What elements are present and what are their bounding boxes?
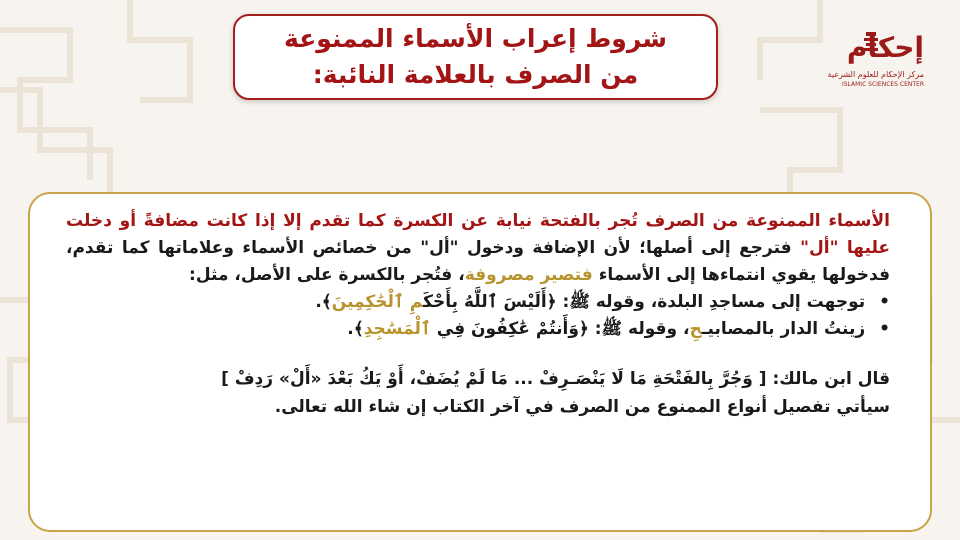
title-line-1: شروط إعراب الأسماء الممنوعة xyxy=(284,24,667,53)
example-highlight-2: ٱلْمَسَٰجِدِ xyxy=(363,319,431,339)
rule-explanation: فترجع إلى أصلها؛ لأن الإضافة ودخول "أل" من خصائص الأسماء وعلاماتها كما تقدم، فدخولها يقوي انتماءها إلى الأسماء xyxy=(66,238,890,285)
example-text: زينتُ الدار بالمصابيـ xyxy=(701,319,866,339)
logo-tagline: ISLAMIC SCIENCES CENTER xyxy=(841,81,924,88)
example-end: ﴾. xyxy=(315,292,332,312)
example-text: توجهت إلى مساجدِ البلدة، وقوله ﷺ: ﴿أَلَيْسَ ٱللَّهُ بِأَحْكَ xyxy=(423,292,866,312)
intro-paragraph xyxy=(66,208,890,289)
examples-list xyxy=(66,289,890,343)
list-item xyxy=(66,316,890,343)
example-highlight: حِ xyxy=(689,319,702,339)
logo xyxy=(827,28,928,94)
ibn-malik-quote xyxy=(66,365,890,421)
bullet-dot: • xyxy=(879,292,890,312)
title-box xyxy=(233,14,718,100)
followup-note: سيأتي تفصيل أنواع الممنوع من الصرف في آخر الكتاب إن شاء الله تعالى. xyxy=(274,397,890,417)
logo-subtitle: مركز الإحكام للعلوم الشرعية xyxy=(827,70,924,79)
example-end: ﴾. xyxy=(347,319,364,339)
rule-conclusion: ، فتُجر بالكسرة على الأصل، مثل: xyxy=(189,265,465,285)
rule-statement: الأسماء الممنوعة من الصرف تُجر بالفتحة نيابة عن الكسرة كما تقدم إلا إذا كانت مضافةً أو دخلت عليها "أل" xyxy=(66,211,891,258)
title-line-2: من الصرف بالعلامة النائبة: xyxy=(312,60,639,89)
list-item xyxy=(66,289,890,316)
logo-wordmark: إحكام xyxy=(846,31,924,64)
bullet-dot: • xyxy=(879,319,890,339)
example-middle: ، وقوله ﷺ: ﴿وَأَنتُمْ عَٰكِفُونَ فِي xyxy=(430,319,690,339)
quote-line: قال ابن مالك: [ وَجُرَّ بِالفَتْحَةِ مَا لَا يَنْصَـرِفْ ... مَا لَمْ يُضَفْ، أَوْ يَكُ بَعْدَ «أَلْ» رَدِفْ ] xyxy=(221,369,890,389)
example-highlight: مِ ٱلْحَٰكِمِينَ xyxy=(331,292,424,312)
rule-highlight: فتصير مصروفة xyxy=(464,265,593,285)
content-box xyxy=(28,192,932,532)
